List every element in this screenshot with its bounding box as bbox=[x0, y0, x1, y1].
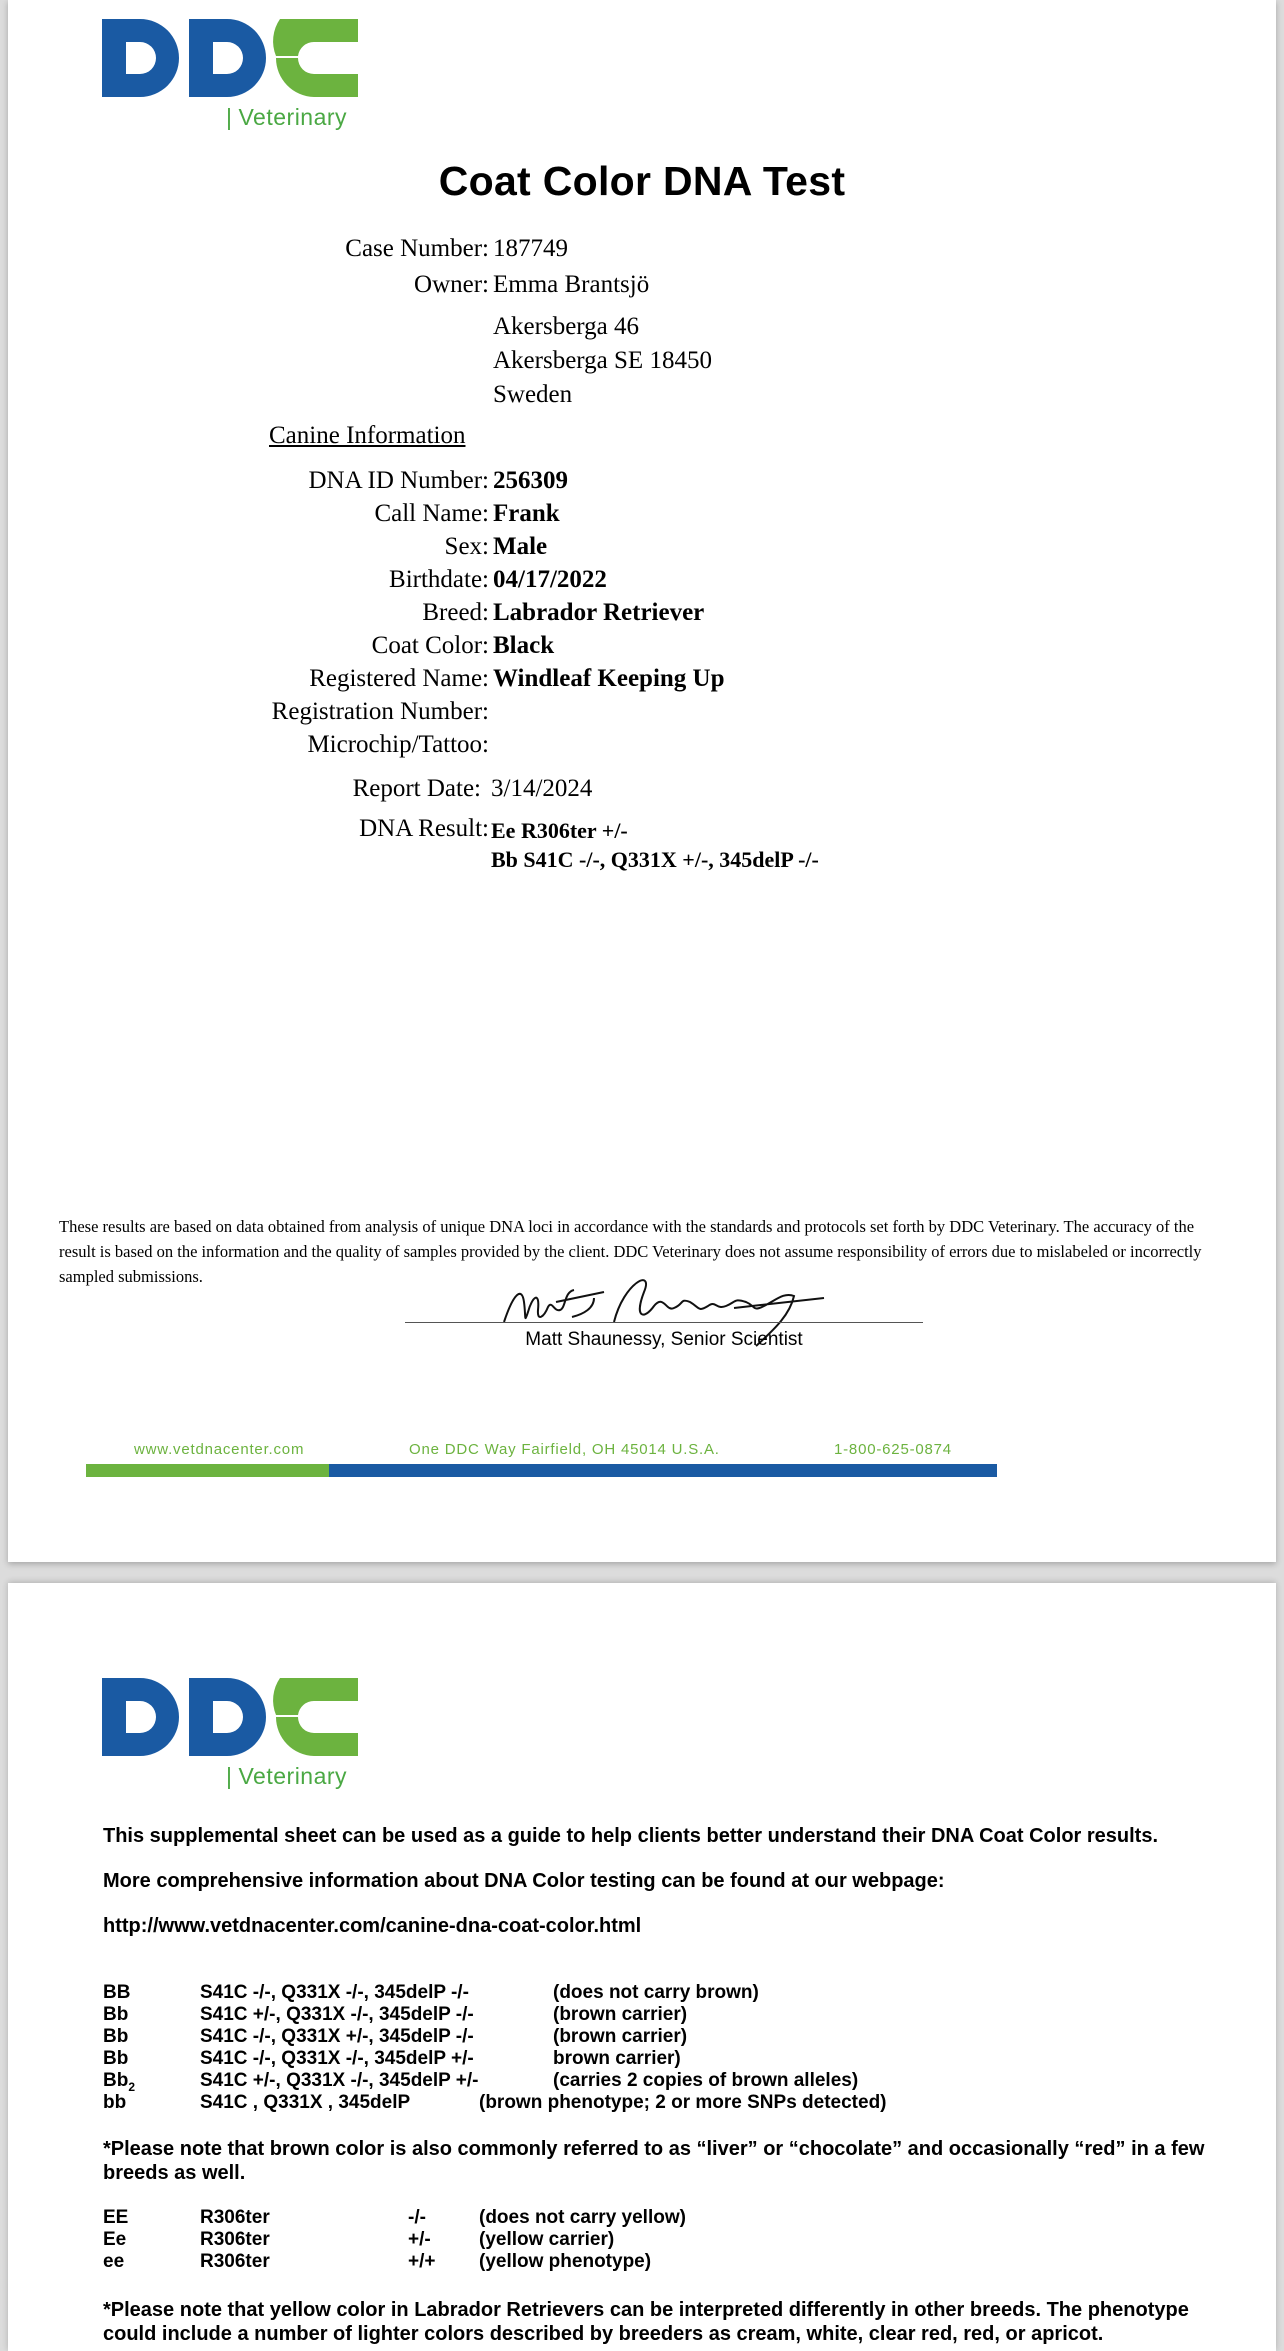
signatory-name: Matt Shaunessy, Senior Scientist bbox=[525, 1329, 803, 1350]
genotype-status: -/- bbox=[408, 2207, 426, 2228]
footer-bar-green bbox=[86, 1464, 329, 1477]
canine-row bbox=[8, 467, 1276, 501]
supplement-intro: This supplemental sheet can be used as a guide to help clients better understand their DNA Coat Color results. bbox=[103, 1825, 1159, 1847]
genotype-detail: R306ter bbox=[200, 2229, 270, 2250]
disclaimer-text: These results are based on data obtained from analysis of unique DNA loci in accordance with the standards and protocols set forth by DDC Veterinary. The accuracy of the result is based on the information and the quality of samples provided by the client. DDC Veterinary does not assume responsibility of errors due to mislabeled or incorrectly sampled submissions. bbox=[59, 1217, 1202, 1286]
ddc-logo-mark bbox=[100, 16, 360, 106]
canine-row bbox=[8, 599, 1276, 633]
canine-info-heading: Canine Information bbox=[269, 422, 466, 449]
genotype-status: +/+ bbox=[408, 2251, 436, 2272]
supplement-url: http://www.vetdnacenter.com/canine-dna-coat-color.html bbox=[103, 1915, 642, 1937]
canine-value: 04/17/2022 bbox=[493, 566, 607, 593]
supplement-info: More comprehensive information about DNA Color testing can be found at our webpage: bbox=[103, 1870, 945, 1892]
dna-result-label: DNA Result: bbox=[359, 815, 489, 842]
canine-label: Birthdate: bbox=[389, 566, 489, 593]
genotype: Bb bbox=[103, 2026, 129, 2047]
genotype-status: +/- bbox=[408, 2229, 431, 2250]
case-number-value: 187749 bbox=[493, 235, 568, 262]
canine-row bbox=[8, 566, 1276, 600]
genotype-desc: (does not carry brown) bbox=[553, 1982, 759, 2003]
footer-address: One DDC Way Fairfield, OH 45014 U.S.A. bbox=[409, 1441, 720, 1458]
footer-phone: 1-800-625-0874 bbox=[834, 1441, 952, 1458]
canine-row bbox=[8, 632, 1276, 666]
yellow-note: *Please note that yellow color in Labrador Retrievers can be interpreted differently in other breeds. The phenotype could include a number of lighter colors described by breeders as cream, white, clear red, red, or apricot. bbox=[103, 2299, 1189, 2345]
genotype: EE bbox=[103, 2207, 129, 2228]
genotype-detail: S41C +/-, Q331X -/-, 345delP -/- bbox=[200, 2004, 474, 2025]
owner-row bbox=[8, 271, 1276, 305]
dna-result-line1: Ee R306ter +/- bbox=[491, 818, 628, 843]
genotype-desc: (brown carrier) bbox=[553, 2026, 688, 2047]
veterinary-label: | Veterinary bbox=[226, 1763, 348, 1789]
dna-result-line2: Bb S41C -/-, Q331X +/-, 345delP -/- bbox=[491, 847, 819, 872]
canine-row bbox=[8, 533, 1276, 567]
canine-value: Black bbox=[493, 632, 555, 659]
genotype: Bb bbox=[103, 2004, 129, 2025]
canine-value: 256309 bbox=[493, 467, 568, 494]
canine-row bbox=[8, 698, 1276, 732]
canine-label: Sex: bbox=[444, 533, 489, 560]
genotype-detail: R306ter bbox=[200, 2251, 270, 2272]
canine-value: Labrador Retriever bbox=[493, 599, 705, 626]
genotype: Ee bbox=[103, 2229, 127, 2250]
brown-note: *Please note that brown color is also commonly referred to as “liver” or “chocolate” and occasionally “red” in a few breeds as well. bbox=[103, 2138, 1205, 2184]
canine-label: Registration Number: bbox=[271, 698, 489, 725]
owner-address-line1: Akersberga 46 bbox=[493, 313, 640, 340]
canine-value: Male bbox=[493, 533, 548, 560]
owner-name: Emma Brantsjö bbox=[493, 271, 650, 298]
genotype-desc: (yellow phenotype) bbox=[479, 2251, 652, 2272]
genotype-detail: S41C -/-, Q331X -/-, 345delP -/- bbox=[200, 1982, 469, 2003]
canine-label: DNA ID Number: bbox=[308, 467, 489, 494]
owner-address-line2: Akersberga SE 18450 bbox=[493, 347, 712, 374]
ddc-logo bbox=[100, 16, 360, 146]
genotype: bb bbox=[103, 2092, 127, 2113]
genotype-desc: (yellow carrier) bbox=[479, 2229, 615, 2250]
canine-value: Frank bbox=[493, 500, 560, 527]
report-date-value: 3/14/2024 bbox=[491, 775, 593, 802]
report-date-label: Report Date: bbox=[352, 775, 481, 802]
canine-row bbox=[8, 731, 1276, 765]
genotype-detail: R306ter bbox=[200, 2207, 270, 2228]
genotype: $Bb_2$ bbox=[103, 2070, 136, 2094]
signature-line bbox=[405, 1322, 923, 1323]
dna-result-row bbox=[8, 815, 1276, 849]
case-number-label: Case Number: bbox=[345, 235, 489, 262]
genotype: Bb bbox=[103, 2048, 129, 2069]
genotype-desc: (carries 2 copies of brown alleles) bbox=[553, 2070, 859, 2091]
veterinary-label: | Veterinary bbox=[226, 104, 348, 130]
canine-label: Coat Color: bbox=[371, 632, 489, 659]
page-title: Coat Color DNA Test bbox=[438, 158, 846, 204]
supplement-page bbox=[8, 1583, 1276, 2351]
canine-label: Call Name: bbox=[374, 500, 489, 527]
genotype-desc: (brown carrier) bbox=[553, 2004, 688, 2025]
owner-country: Sweden bbox=[493, 381, 573, 408]
genotype-detail: S41C -/-, Q331X +/-, 345delP -/- bbox=[200, 2026, 474, 2047]
footer-website: www.vetdnacenter.com bbox=[134, 1441, 305, 1458]
canine-row bbox=[8, 665, 1276, 699]
genotype-detail: S41C -/-, Q331X -/-, 345delP +/- bbox=[200, 2048, 474, 2069]
canine-label: Microchip/Tattoo: bbox=[307, 731, 489, 758]
canine-label: Breed: bbox=[422, 599, 489, 626]
case-number-row bbox=[8, 235, 1276, 269]
footer-bar-blue bbox=[329, 1464, 997, 1477]
owner-label: Owner: bbox=[414, 271, 489, 298]
genotype-detail: S41C , Q331X , 345delP bbox=[200, 2092, 411, 2113]
genotype: ee bbox=[103, 2251, 125, 2272]
genotype-desc: (brown phenotype; 2 or more SNPs detected) bbox=[479, 2092, 887, 2113]
genotype-desc: brown carrier) bbox=[553, 2048, 681, 2069]
genotype: BB bbox=[103, 1982, 131, 2003]
canine-row bbox=[8, 500, 1276, 534]
canine-value: Windleaf Keeping Up bbox=[493, 665, 725, 692]
genotype-detail: S41C +/-, Q331X -/-, 345delP +/- bbox=[200, 2070, 479, 2091]
ddc-logo-mark bbox=[100, 1675, 360, 1765]
report-date-row bbox=[8, 775, 1276, 809]
report-page bbox=[8, 0, 1276, 1562]
ddc-logo bbox=[100, 1675, 360, 1805]
genotype-desc: (does not carry yellow) bbox=[479, 2207, 686, 2228]
canine-label: Registered Name: bbox=[309, 665, 489, 692]
